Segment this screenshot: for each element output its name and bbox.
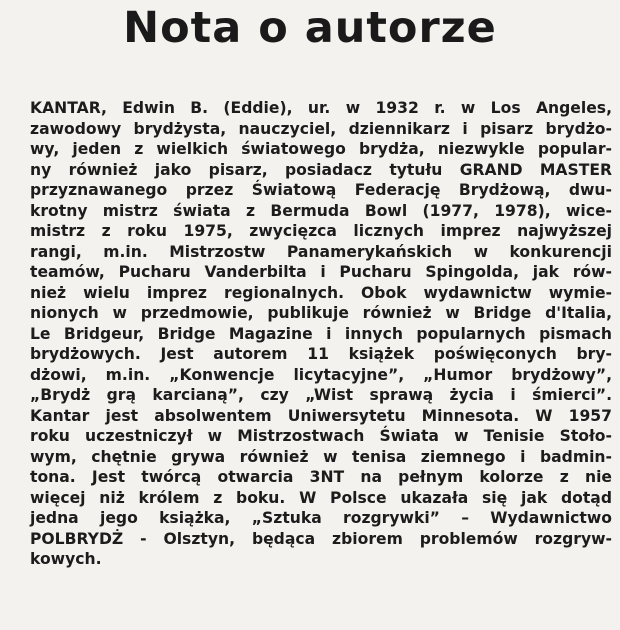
text-line: teamów, Pucharu Vanderbilta i Pucharu Spingolda, jak rów- [30, 263, 612, 281]
text-line: dżowi, m.in. „Konwencje licytacyjne”, „Humor brydżowy”, [30, 365, 612, 384]
text-line: mistrz z roku 1975, zwycięzca licznych imprez najwyższej [30, 222, 612, 240]
text-line: KANTAR, Edwin B. (Eddie), ur. w 1932 r. w Los Angeles, [30, 99, 612, 117]
text-line: kowych. [30, 550, 102, 568]
text-line: jedna jego książka, „Sztuka rozgrywki” – Wydawnictwo [30, 509, 612, 527]
text-line: ny również jako pisarz, posiadacz tytułu GRAND MASTER [30, 160, 612, 179]
text-line: tona. Jest twórcą otwarcia 3NT na pełnym kolorze z nie [30, 468, 612, 486]
text-line: więcej niż królem z boku. W Polsce ukazała się jak dotąd [30, 488, 612, 507]
text-line: „Brydż grą karcianą”, czy „Wist sprawą życia i śmierci”. [30, 386, 612, 404]
text-line: zawodowy brydżysta, nauczyciel, dziennikarz i pisarz brydżo- [30, 119, 612, 138]
text-line: brydżowych. Jest autorem 11 książek poświęconych bry- [30, 345, 612, 363]
text-line: przyznawanego przez Światową Federację Brydżową, dwu- [30, 181, 612, 199]
author-note-body [30, 98, 612, 570]
text-line: Kantar jest absolwentem Uniwersytetu Minnesota. W 1957 [30, 406, 612, 425]
text-line: wym, chętnie grywa również w tenisa ziemnego i badmin- [30, 447, 612, 466]
text-line: roku uczestniczył w Mistrzostwach Świata w Tenisie Stoło- [30, 427, 612, 445]
text-line: wy, jeden z wielkich światowego brydża, niezwykle popular- [30, 140, 612, 158]
page-title: Nota o autorze [123, 3, 497, 53]
text-line: nież wielu imprez regionalnych. Obok wydawnictw wymie- [30, 283, 612, 302]
text-line: rangi, m.in. Mistrzostw Panamerykańskich w konkurencji [30, 242, 612, 261]
text-line: nionych w przedmowie, publikuje również w Bridge d'Italia, [30, 304, 612, 322]
text-line: krotny mistrz świata z Bermuda Bowl (1977, 1978), wice- [30, 201, 612, 220]
text-line: Le Bridgeur, Bridge Magazine i innych popularnych pismach [30, 324, 612, 343]
text-line: POLBRYDŻ - Olsztyn, będąca zbiorem problemów rozgryw- [30, 529, 612, 548]
